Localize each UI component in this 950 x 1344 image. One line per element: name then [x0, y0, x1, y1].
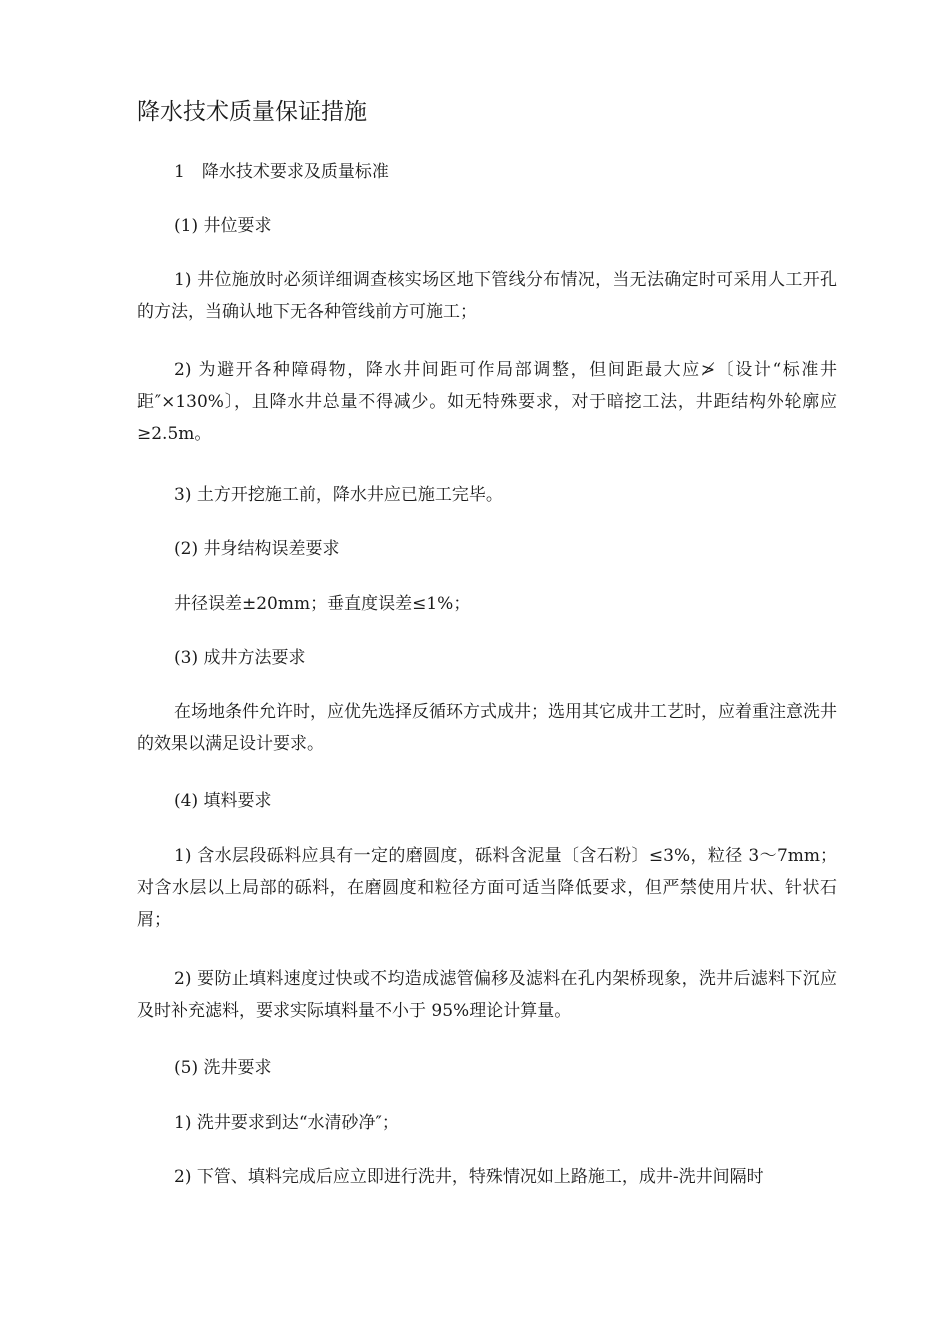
paragraph: 2) 要防止填料速度过快或不均造成滤管偏移及滤料在孔内架桥现象，洗井后滤料下沉应及时补充滤料，要求实际填料量不小于 95%理论计算量。	[137, 969, 837, 1021]
subsection-heading: (2) 井身结构误差要求	[174, 539, 340, 559]
subsection-heading: (4) 填料要求	[174, 791, 272, 811]
paragraph: 2) 为避开各种障碍物，降水井间距可作局部调整，但间距最大应≯〔设计“标准井距″×130%〕，且降水井总量不得减少。如无特殊要求，对于暗挖工法，井距结构外轮廓应≥2.5m。	[137, 360, 837, 444]
document-title: 降水技术质量保证措施	[137, 99, 367, 125]
section-heading: 1 降水技术要求及质量标准	[174, 162, 389, 182]
paragraph: 3) 土方开挖施工前，降水井应已施工完毕。	[174, 485, 503, 505]
paragraph: 1) 含水层段砾料应具有一定的磨圆度，砾料含泥量〔含石粉〕≤3%，粒径 3～7mm；对含水层以上局部的砾料，在磨圆度和粒径方面可适当降低要求，但严禁使用片状、针状石屑；	[137, 846, 837, 930]
subsection-heading: (1) 井位要求	[174, 216, 272, 236]
paragraph: 2) 下管、填料完成后应立即进行洗井，特殊情况如上路施工，成井-洗井间隔时	[174, 1167, 764, 1187]
subsection-heading: (5) 洗井要求	[174, 1058, 272, 1078]
paragraph: 1) 洗井要求到达“水清砂净″；	[174, 1113, 399, 1133]
paragraph: 井径误差±20mm；垂直度误差≤1%；	[174, 594, 471, 614]
paragraph: 在场地条件允许时，应优先选择反循环方式成井；选用其它成井工艺时，应着重注意洗井的效果以满足设计要求。	[137, 702, 837, 754]
paragraph: 1) 井位施放时必须详细调查核实场区地下管线分布情况，当无法确定时可采用人工开孔的方法，当确认地下无各种管线前方可施工；	[137, 270, 837, 322]
subsection-heading: (3) 成井方法要求	[174, 648, 306, 668]
